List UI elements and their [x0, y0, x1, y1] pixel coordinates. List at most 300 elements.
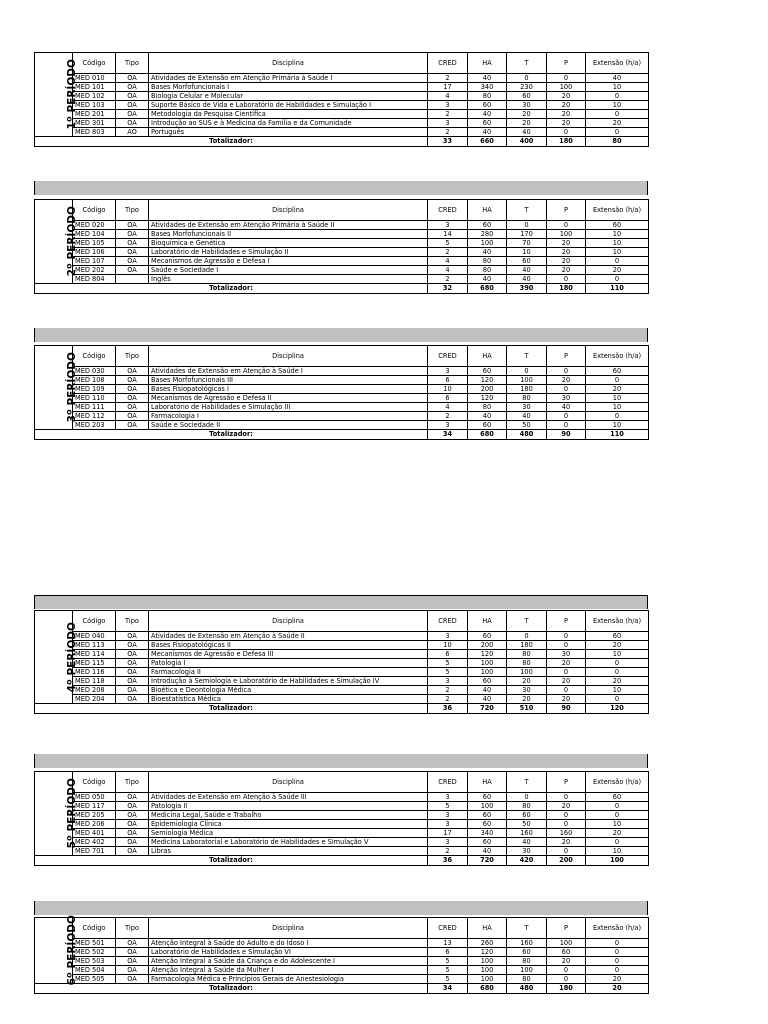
cell-cred: 6 [428, 650, 468, 659]
cell-p: 20 [547, 957, 586, 966]
cell-disciplina: Libras [149, 847, 428, 856]
header-p: P [547, 346, 586, 367]
cell-disciplina: Bases Fisiopatológicas I [149, 385, 428, 394]
cell-tipo: OA [116, 230, 149, 239]
cell-cred: 2 [428, 686, 468, 695]
cell-extensao: 10 [586, 847, 649, 856]
cell-disciplina: Bioestatística Médica [149, 695, 428, 704]
cell-ha: 60 [468, 632, 507, 641]
cell-codigo: MED 113 [73, 641, 116, 650]
cell-p: 20 [547, 838, 586, 847]
cell-extensao: 10 [586, 83, 649, 92]
table-row [35, 641, 649, 650]
cell-ha: 260 [468, 939, 507, 948]
header-ha: HA [468, 611, 507, 632]
cell-tipo: OA [116, 966, 149, 975]
cell-extensao: 0 [586, 811, 649, 820]
header-cred: CRED [428, 772, 468, 793]
cell-p: 0 [547, 847, 586, 856]
cell-p: 20 [547, 802, 586, 811]
table-row [35, 686, 649, 695]
table-row [35, 83, 649, 92]
period-label: 4º PERÍODO [65, 621, 78, 693]
cell-extensao: 20 [586, 641, 649, 650]
header-p: P [547, 200, 586, 221]
cell-tipo: OA [116, 74, 149, 83]
cell-t: 60 [507, 257, 547, 266]
cell-tipo: OA [116, 686, 149, 695]
cell-p: 0 [547, 820, 586, 829]
cell-cred: 4 [428, 257, 468, 266]
cell-t: 0 [507, 74, 547, 83]
cell-disciplina: Introdução ao SUS e à Medicina da Família e da Comunidade [149, 119, 428, 128]
total-ha: 680 [468, 284, 507, 294]
cell-p: 160 [547, 829, 586, 838]
cell-t: 10 [507, 248, 547, 257]
cell-disciplina: Patologia I [149, 659, 428, 668]
table-row [35, 221, 649, 230]
header-tipo: Tipo [116, 346, 149, 367]
cell-p: 20 [547, 110, 586, 119]
cell-p: 20 [547, 659, 586, 668]
period-block-6 [34, 917, 648, 994]
cell-t: 30 [507, 101, 547, 110]
cell-cred: 4 [428, 266, 468, 275]
total-cred: 36 [428, 856, 468, 866]
table-row [35, 939, 649, 948]
cell-p: 20 [547, 677, 586, 686]
cell-codigo: MED 106 [73, 248, 116, 257]
cell-codigo: MED 505 [73, 975, 116, 984]
cell-cred: 3 [428, 367, 468, 376]
cell-tipo: OA [116, 421, 149, 430]
cell-extensao: 0 [586, 257, 649, 266]
period-label: 2º PERÍODO [65, 206, 78, 277]
total-p: 180 [547, 137, 586, 147]
totals-row [35, 430, 649, 440]
cell-extensao: 0 [586, 838, 649, 847]
cell-disciplina: Atenção Integral à Saúde da Criança e do Adolescente I [149, 957, 428, 966]
cell-disciplina: Saúde e Sociedade II [149, 421, 428, 430]
period-block-2 [34, 199, 648, 294]
cell-ha: 40 [468, 128, 507, 137]
cell-disciplina: Farmacologia Médica e Princípios Gerais de Anestesiologia [149, 975, 428, 984]
period-separator [34, 901, 648, 915]
cell-tipo: OA [116, 641, 149, 650]
total-t: 420 [507, 856, 547, 866]
cell-cred: 5 [428, 975, 468, 984]
cell-p: 0 [547, 385, 586, 394]
cell-ha: 100 [468, 802, 507, 811]
table-row [35, 101, 649, 110]
header-ha: HA [468, 772, 507, 793]
cell-cred: 5 [428, 957, 468, 966]
cell-codigo: MED 104 [73, 230, 116, 239]
cell-ha: 120 [468, 394, 507, 403]
cell-cred: 2 [428, 275, 468, 284]
totals-row [35, 284, 649, 294]
cell-cred: 5 [428, 966, 468, 975]
cell-disciplina: Bioquímica e Genética [149, 239, 428, 248]
total-extensao: 80 [586, 137, 649, 147]
cell-t: 50 [507, 421, 547, 430]
cell-t: 0 [507, 221, 547, 230]
curriculum-table [34, 917, 649, 994]
cell-codigo: MED 205 [73, 811, 116, 820]
table-row [35, 847, 649, 856]
curriculum-table [34, 199, 649, 294]
cell-tipo: OA [116, 793, 149, 802]
total-cred: 33 [428, 137, 468, 147]
table-row [35, 650, 649, 659]
cell-p: 20 [547, 239, 586, 248]
header-extensao: Extensão (h/a) [586, 772, 649, 793]
cell-t: 20 [507, 677, 547, 686]
header-extensao: Extensão (h/a) [586, 918, 649, 939]
cell-ha: 120 [468, 650, 507, 659]
cell-disciplina: Patologia II [149, 802, 428, 811]
table-row [35, 257, 649, 266]
cell-ha: 200 [468, 641, 507, 650]
cell-p: 20 [547, 695, 586, 704]
cell-cred: 4 [428, 403, 468, 412]
header-ha: HA [468, 53, 507, 74]
cell-codigo: MED 118 [73, 677, 116, 686]
cell-extensao: 20 [586, 119, 649, 128]
period-label: 6º PERÍODO [65, 915, 78, 986]
header-ha: HA [468, 200, 507, 221]
totalizador-label: Totalizador: [35, 137, 428, 147]
cell-t: 80 [507, 975, 547, 984]
cell-cred: 6 [428, 948, 468, 957]
cell-codigo: MED 050 [73, 793, 116, 802]
totals-row [35, 984, 649, 994]
cell-ha: 340 [468, 829, 507, 838]
header-t: T [507, 200, 547, 221]
table-row [35, 275, 649, 284]
table-row [35, 412, 649, 421]
header-cred: CRED [428, 53, 468, 74]
cell-t: 230 [507, 83, 547, 92]
cell-tipo: OA [116, 811, 149, 820]
cell-t: 40 [507, 128, 547, 137]
cell-disciplina: Bases Morfofuncionais I [149, 83, 428, 92]
total-ha: 720 [468, 856, 507, 866]
cell-disciplina: Mecanismos de Agressão e Defesa I [149, 257, 428, 266]
cell-t: 80 [507, 394, 547, 403]
cell-codigo: MED 202 [73, 266, 116, 275]
total-t: 480 [507, 984, 547, 994]
cell-t: 80 [507, 659, 547, 668]
cell-tipo: OA [116, 257, 149, 266]
cell-ha: 80 [468, 257, 507, 266]
header-extensao: Extensão (h/a) [586, 200, 649, 221]
table-row [35, 376, 649, 385]
cell-tipo: OA [116, 239, 149, 248]
cell-ha: 100 [468, 239, 507, 248]
header-disciplina: Disciplina [149, 772, 428, 793]
cell-codigo: MED 402 [73, 838, 116, 847]
header-codigo: Código [73, 772, 116, 793]
cell-codigo: MED 401 [73, 829, 116, 838]
cell-codigo: MED 101 [73, 83, 116, 92]
total-extensao: 20 [586, 984, 649, 994]
cell-disciplina: Bases Fisiopatológicas II [149, 641, 428, 650]
cell-cred: 5 [428, 239, 468, 248]
cell-disciplina: Bases Morfofuncionais II [149, 230, 428, 239]
cell-codigo: MED 114 [73, 650, 116, 659]
cell-disciplina: Suporte Básico de Vida e Laboratório de Habilidades e Simulação I [149, 101, 428, 110]
cell-cred: 3 [428, 820, 468, 829]
cell-cred: 2 [428, 110, 468, 119]
cell-extensao: 0 [586, 659, 649, 668]
table-row [35, 248, 649, 257]
cell-t: 180 [507, 385, 547, 394]
header-tipo: Tipo [116, 200, 149, 221]
cell-t: 100 [507, 668, 547, 677]
cell-codigo: MED 503 [73, 957, 116, 966]
cell-t: 160 [507, 829, 547, 838]
totals-row [35, 137, 649, 147]
page-header-band [34, 595, 648, 609]
cell-extensao: 60 [586, 793, 649, 802]
cell-ha: 40 [468, 275, 507, 284]
cell-extensao: 10 [586, 101, 649, 110]
cell-ha: 40 [468, 74, 507, 83]
table-header-row [35, 346, 649, 367]
cell-cred: 5 [428, 659, 468, 668]
table-row [35, 367, 649, 376]
cell-ha: 40 [468, 847, 507, 856]
total-t: 480 [507, 430, 547, 440]
cell-tipo: OA [116, 939, 149, 948]
header-t: T [507, 918, 547, 939]
cell-tipo: OA [116, 248, 149, 257]
cell-codigo: MED 115 [73, 659, 116, 668]
table-row [35, 793, 649, 802]
cell-ha: 100 [468, 668, 507, 677]
cell-cred: 6 [428, 376, 468, 385]
cell-cred: 5 [428, 802, 468, 811]
total-t: 510 [507, 704, 547, 714]
cell-t: 60 [507, 811, 547, 820]
cell-ha: 100 [468, 957, 507, 966]
cell-extensao: 0 [586, 376, 649, 385]
cell-extensao: 20 [586, 385, 649, 394]
cell-ha: 40 [468, 248, 507, 257]
cell-ha: 60 [468, 820, 507, 829]
total-p: 90 [547, 704, 586, 714]
cell-p: 0 [547, 367, 586, 376]
cell-cred: 2 [428, 412, 468, 421]
cell-t: 100 [507, 966, 547, 975]
cell-codigo: MED 501 [73, 939, 116, 948]
header-p: P [547, 918, 586, 939]
cell-cred: 4 [428, 92, 468, 101]
table-row [35, 421, 649, 430]
totals-row [35, 704, 649, 714]
table-row [35, 975, 649, 984]
cell-p: 20 [547, 92, 586, 101]
cell-disciplina: Medicina Legal, Saúde e Trabalho [149, 811, 428, 820]
cell-codigo: MED 040 [73, 632, 116, 641]
cell-extensao: 60 [586, 632, 649, 641]
cell-codigo: MED 117 [73, 802, 116, 811]
totalizador-label: Totalizador: [35, 984, 428, 994]
cell-codigo: MED 108 [73, 376, 116, 385]
header-cred: CRED [428, 918, 468, 939]
cell-tipo: OA [116, 838, 149, 847]
cell-ha: 80 [468, 92, 507, 101]
cell-tipo: OA [116, 221, 149, 230]
cell-tipo: OA [116, 92, 149, 101]
cell-extensao: 0 [586, 275, 649, 284]
cell-extensao: 0 [586, 957, 649, 966]
cell-extensao: 10 [586, 230, 649, 239]
cell-t: 170 [507, 230, 547, 239]
cell-codigo: MED 204 [73, 695, 116, 704]
cell-cred: 5 [428, 668, 468, 677]
cell-tipo: OA [116, 367, 149, 376]
table-row [35, 385, 649, 394]
total-extensao: 120 [586, 704, 649, 714]
cell-disciplina: Medicina Laboratorial e Laboratório de Habilidades e Simulação V [149, 838, 428, 847]
cell-t: 80 [507, 650, 547, 659]
cell-tipo: OA [116, 376, 149, 385]
cell-p: 60 [547, 948, 586, 957]
table-row [35, 110, 649, 119]
cell-p: 100 [547, 939, 586, 948]
cell-disciplina: Mecanismos de Agressão e Defesa III [149, 650, 428, 659]
cell-t: 20 [507, 110, 547, 119]
cell-codigo: MED 201 [73, 110, 116, 119]
table-row [35, 632, 649, 641]
cell-p: 0 [547, 74, 586, 83]
table-row [35, 266, 649, 275]
cell-t: 80 [507, 957, 547, 966]
table-row [35, 119, 649, 128]
cell-disciplina: Epidemiologia Clínica [149, 820, 428, 829]
period-label: 5º PERÍODO [65, 778, 78, 849]
cell-tipo: OA [116, 948, 149, 957]
cell-disciplina: Bases Morfofuncionais III [149, 376, 428, 385]
total-cred: 34 [428, 430, 468, 440]
total-ha: 680 [468, 430, 507, 440]
table-row [35, 403, 649, 412]
cell-tipo: OA [116, 101, 149, 110]
header-t: T [507, 772, 547, 793]
cell-codigo: MED 203 [73, 421, 116, 430]
table-row [35, 948, 649, 957]
cell-disciplina: Farmacologia I [149, 412, 428, 421]
table-row [35, 957, 649, 966]
cell-extensao: 10 [586, 820, 649, 829]
cell-tipo: OA [116, 975, 149, 984]
cell-tipo: OA [116, 695, 149, 704]
cell-tipo: OA [116, 403, 149, 412]
header-tipo: Tipo [116, 53, 149, 74]
cell-extensao: 20 [586, 677, 649, 686]
totalizador-label: Totalizador: [35, 856, 428, 866]
cell-extensao: 20 [586, 266, 649, 275]
header-t: T [507, 346, 547, 367]
period-label-cell [35, 915, 78, 986]
cell-t: 100 [507, 376, 547, 385]
cell-t: 160 [507, 939, 547, 948]
cell-cred: 17 [428, 83, 468, 92]
cell-extensao: 0 [586, 92, 649, 101]
cell-p: 0 [547, 632, 586, 641]
total-p: 200 [547, 856, 586, 866]
cell-cred: 13 [428, 939, 468, 948]
header-codigo: Código [73, 918, 116, 939]
cell-t: 60 [507, 948, 547, 957]
period-block-1 [34, 52, 648, 147]
cell-ha: 60 [468, 367, 507, 376]
cell-p: 0 [547, 412, 586, 421]
cell-t: 70 [507, 239, 547, 248]
cell-p: 100 [547, 83, 586, 92]
header-ha: HA [468, 346, 507, 367]
cell-ha: 80 [468, 266, 507, 275]
header-cred: CRED [428, 611, 468, 632]
cell-codigo: MED 103 [73, 101, 116, 110]
cell-codigo: MED 105 [73, 239, 116, 248]
cell-ha: 60 [468, 221, 507, 230]
header-cred: CRED [428, 200, 468, 221]
cell-extensao: 0 [586, 128, 649, 137]
table-row [35, 394, 649, 403]
cell-t: 80 [507, 802, 547, 811]
cell-ha: 40 [468, 695, 507, 704]
cell-tipo: OA [116, 650, 149, 659]
cell-t: 50 [507, 820, 547, 829]
cell-disciplina: Atividades de Extensão em Atenção à Saúde I [149, 367, 428, 376]
cell-p: 0 [547, 421, 586, 430]
cell-p: 0 [547, 811, 586, 820]
period-separator [34, 328, 648, 342]
cell-disciplina: Introdução à Semiologia e Laboratório de Habilidades e Simulação IV [149, 677, 428, 686]
totalizador-label: Totalizador: [35, 704, 428, 714]
curriculum-table [34, 610, 649, 714]
cell-cred: 3 [428, 632, 468, 641]
cell-p: 0 [547, 668, 586, 677]
cell-extensao: 0 [586, 802, 649, 811]
cell-tipo: OA [116, 266, 149, 275]
cell-extensao: 10 [586, 248, 649, 257]
cell-p: 20 [547, 101, 586, 110]
cell-tipo: OA [116, 847, 149, 856]
table-row [35, 802, 649, 811]
period-label-cell [35, 611, 78, 704]
cell-codigo: MED 110 [73, 394, 116, 403]
cell-ha: 340 [468, 83, 507, 92]
cell-cred: 3 [428, 119, 468, 128]
table-header-row [35, 200, 649, 221]
cell-extensao: 0 [586, 939, 649, 948]
cell-extensao: 0 [586, 668, 649, 677]
cell-ha: 60 [468, 838, 507, 847]
cell-cred: 6 [428, 394, 468, 403]
cell-codigo: MED 803 [73, 128, 116, 137]
cell-extensao: 60 [586, 221, 649, 230]
cell-extensao: 0 [586, 948, 649, 957]
header-extensao: Extensão (h/a) [586, 53, 649, 74]
cell-cred: 2 [428, 128, 468, 137]
table-header-row [35, 53, 649, 74]
table-row [35, 829, 649, 838]
header-disciplina: Disciplina [149, 918, 428, 939]
